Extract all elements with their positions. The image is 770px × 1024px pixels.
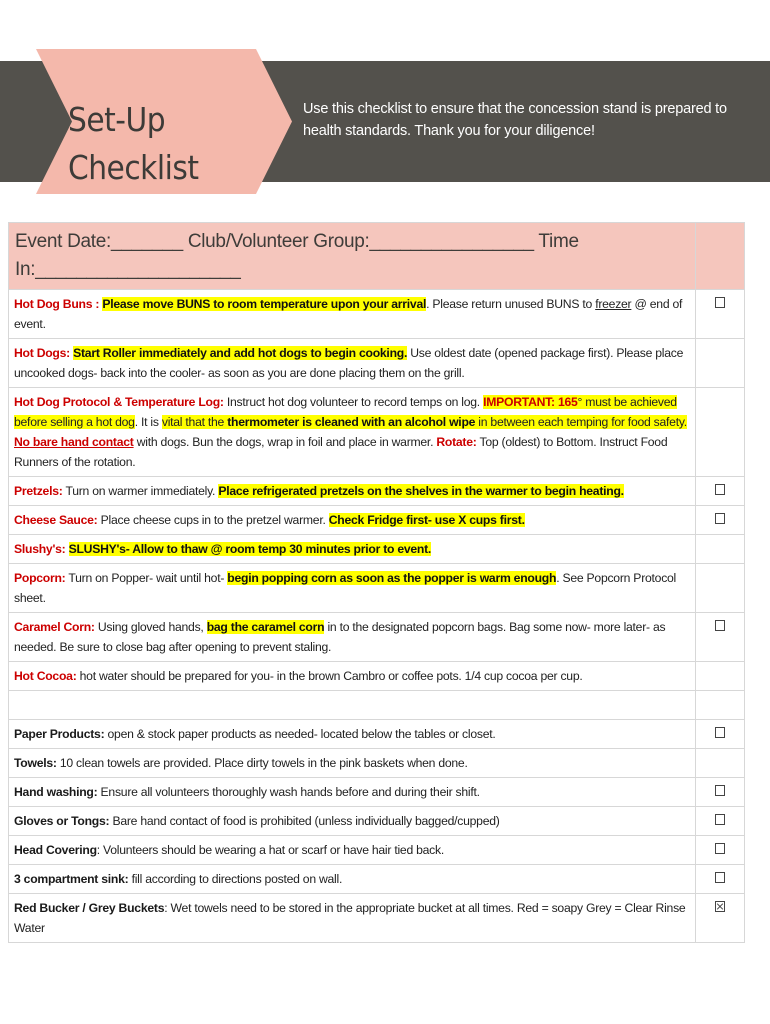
item-label: Hot Dogs: — [14, 346, 70, 360]
item-highlight: bag the caramel corn — [206, 620, 325, 634]
item-highlight: ° must be achieved before selling a hot dog — [14, 395, 677, 429]
table-row — [9, 894, 745, 943]
item-hot-dogs — [9, 339, 696, 388]
checkbox-icon[interactable] — [715, 620, 725, 631]
item-buckets — [9, 894, 696, 943]
item-popcorn — [9, 564, 696, 613]
check-cell — [696, 506, 745, 535]
item-hand-washing — [9, 778, 696, 807]
item-towels — [9, 749, 696, 778]
table-row — [9, 506, 745, 535]
item-slushys — [9, 535, 696, 564]
check-cell — [696, 662, 745, 691]
event-info-line-1: Event Date:_______ Club/Volunteer Group:________________ Time — [15, 231, 579, 252]
check-cell — [696, 865, 745, 894]
item-text: Using gloved hands, — [94, 620, 207, 634]
item-text: hot water should be prepared for you- in the brown Cambro or coffee pots. 1/4 cup cocoa per cup. — [76, 669, 583, 683]
item-label: Head Covering — [14, 843, 97, 857]
event-info[interactable] — [9, 223, 696, 290]
item-label: Popcorn: — [14, 571, 66, 585]
checklist-table — [8, 222, 745, 943]
item-label: Pretzels: — [14, 484, 63, 498]
table-row — [9, 388, 745, 477]
check-cell — [696, 388, 745, 477]
empty-cell — [9, 691, 696, 720]
check-cell — [696, 807, 745, 836]
table-row — [9, 778, 745, 807]
event-info-check-cell — [696, 223, 745, 290]
item-label: Paper Products: — [14, 727, 105, 741]
item-highlight: Start Roller immediately and add hot dogs to begin cooking. — [73, 346, 408, 360]
item-highlight: Place refrigerated pretzels on the shelves in the warmer to begin heating. — [218, 484, 624, 498]
item-text: Top (oldest) to Bottom. Instruct Food Runners of the rotation. — [14, 435, 668, 469]
item-label: Hand washing: — [14, 785, 98, 799]
page-title: Set-Up Checklist — [68, 100, 199, 187]
item-hot-dog-buns — [9, 290, 696, 339]
item-text: . It is — [134, 415, 162, 429]
empty-row — [9, 691, 745, 720]
item-pretzels — [9, 477, 696, 506]
check-cell — [696, 691, 745, 720]
checkbox-icon[interactable] — [715, 727, 725, 738]
item-highlight: Check Fridge first- use X cups first. — [328, 513, 525, 527]
item-label: Towels: — [14, 756, 57, 770]
item-paper-products — [9, 720, 696, 749]
item-text: in to the designated popcorn bags. Bag some now- more later- as needed. Be sure to close bag after opening to prevent staling. — [14, 620, 666, 654]
item-cheese-sauce — [9, 506, 696, 535]
item-text: : Volunteers should be wearing a hat or scarf or have hair tied back. — [96, 843, 444, 857]
event-info-line-2: In:____________________ — [15, 259, 241, 280]
table-row — [9, 535, 745, 564]
item-text: . See Popcorn Protocol sheet. — [14, 571, 677, 605]
table-row — [9, 613, 745, 662]
item-hot-dog-protocol — [9, 388, 696, 477]
item-text: 10 clean towels are provided. Place dirty towels in the pink baskets when done. — [56, 756, 468, 770]
table-row — [9, 865, 745, 894]
item-text: Turn on Popper- wait until hot- — [65, 571, 228, 585]
item-text: Instruct hot dog volunteer to record temps on log. — [223, 395, 484, 409]
item-label: 3 compartment sink: — [14, 872, 129, 886]
important-note: IMPORTANT: 165 — [483, 395, 578, 409]
checkbox-icon[interactable] — [715, 513, 725, 524]
item-highlight: in between each temping for food safety. — [475, 415, 687, 429]
checkbox-icon[interactable] — [715, 843, 725, 854]
item-3-compartment-sink — [9, 865, 696, 894]
item-highlight: SLUSHY's- Allow to thaw @ room temp 30 minutes prior to event. — [68, 542, 432, 556]
checkbox-icon[interactable] — [715, 872, 725, 883]
rotate-label: Rotate: — [436, 435, 477, 449]
item-text: @ end of event. — [14, 297, 683, 331]
table-row — [9, 749, 745, 778]
table-row — [9, 836, 745, 865]
intro-text: Use this checklist to ensure that the concession stand is prepared to health standards. Thank you for your diligence! — [303, 101, 727, 139]
checkbox-icon[interactable] — [715, 484, 725, 495]
check-cell — [696, 477, 745, 506]
table-row — [9, 807, 745, 836]
item-label: Cheese Sauce: — [14, 513, 98, 527]
item-label: Gloves or Tongs: — [14, 814, 110, 828]
table-row — [9, 339, 745, 388]
table-row — [9, 662, 745, 691]
item-label: Hot Dog Protocol & Temperature Log: — [14, 395, 224, 409]
check-cell — [696, 339, 745, 388]
item-text: . Please return unused BUNS to — [426, 297, 596, 311]
check-cell — [696, 778, 745, 807]
item-head-covering — [9, 836, 696, 865]
item-caramel-corn — [9, 613, 696, 662]
item-highlight: begin popping corn as soon as the popper is warm enough — [227, 571, 557, 585]
check-cell — [696, 290, 745, 339]
check-cell — [696, 564, 745, 613]
item-text: Turn on warmer immediately. — [62, 484, 219, 498]
checkbox-icon[interactable] — [715, 785, 725, 796]
item-text: with dogs. Bun the dogs, wrap in foil and place in warmer. — [133, 435, 437, 449]
check-cell — [696, 720, 745, 749]
item-gloves-or-tongs — [9, 807, 696, 836]
item-label: Hot Cocoa: — [14, 669, 77, 683]
check-cell — [696, 836, 745, 865]
check-cell — [696, 894, 745, 943]
table-row — [9, 720, 745, 749]
table-row — [9, 477, 745, 506]
checked-box-icon[interactable] — [715, 901, 725, 912]
item-text: Place cheese cups in to the pretzel warmer. — [97, 513, 329, 527]
item-label: Hot Dog Buns : — [14, 297, 100, 311]
item-text: open & stock paper products as needed- located below the tables or closet. — [104, 727, 496, 741]
event-info-row — [9, 223, 745, 290]
check-cell — [696, 749, 745, 778]
item-text: Ensure all volunteers thoroughly wash hands before and during their shift. — [97, 785, 480, 799]
item-highlight: thermometer is cleaned with an alcohol wipe — [227, 415, 476, 429]
item-text: Use oldest date (opened package first). Please place uncooked dogs- back into the cooler- as soon as you are done placing them on the grill. — [14, 346, 684, 380]
no-bare-hand-note: No bare hand contact — [14, 435, 134, 449]
item-label: Slushy's: — [14, 542, 66, 556]
table-row — [9, 564, 745, 613]
checkbox-icon[interactable] — [715, 814, 725, 825]
check-cell — [696, 613, 745, 662]
item-label: Red Bucker / Grey Buckets — [14, 901, 165, 915]
checkbox-icon[interactable] — [715, 297, 725, 308]
item-highlight: Please move BUNS to room temperature upon your arrival — [102, 297, 427, 311]
item-text: fill according to directions posted on wall. — [128, 872, 343, 886]
table-row — [9, 290, 745, 339]
check-cell — [696, 535, 745, 564]
item-text: : Wet towels need to be stored in the appropriate bucket at all times. Red = soapy Grey = Clear Rinse Water — [14, 901, 686, 935]
item-text: Bare hand contact of food is prohibited (unless individually bagged/cupped) — [109, 814, 500, 828]
item-label: Caramel Corn: — [14, 620, 95, 634]
item-underlined: freezer — [595, 297, 632, 311]
item-hot-cocoa — [9, 662, 696, 691]
item-highlight: vital that the — [161, 415, 228, 429]
